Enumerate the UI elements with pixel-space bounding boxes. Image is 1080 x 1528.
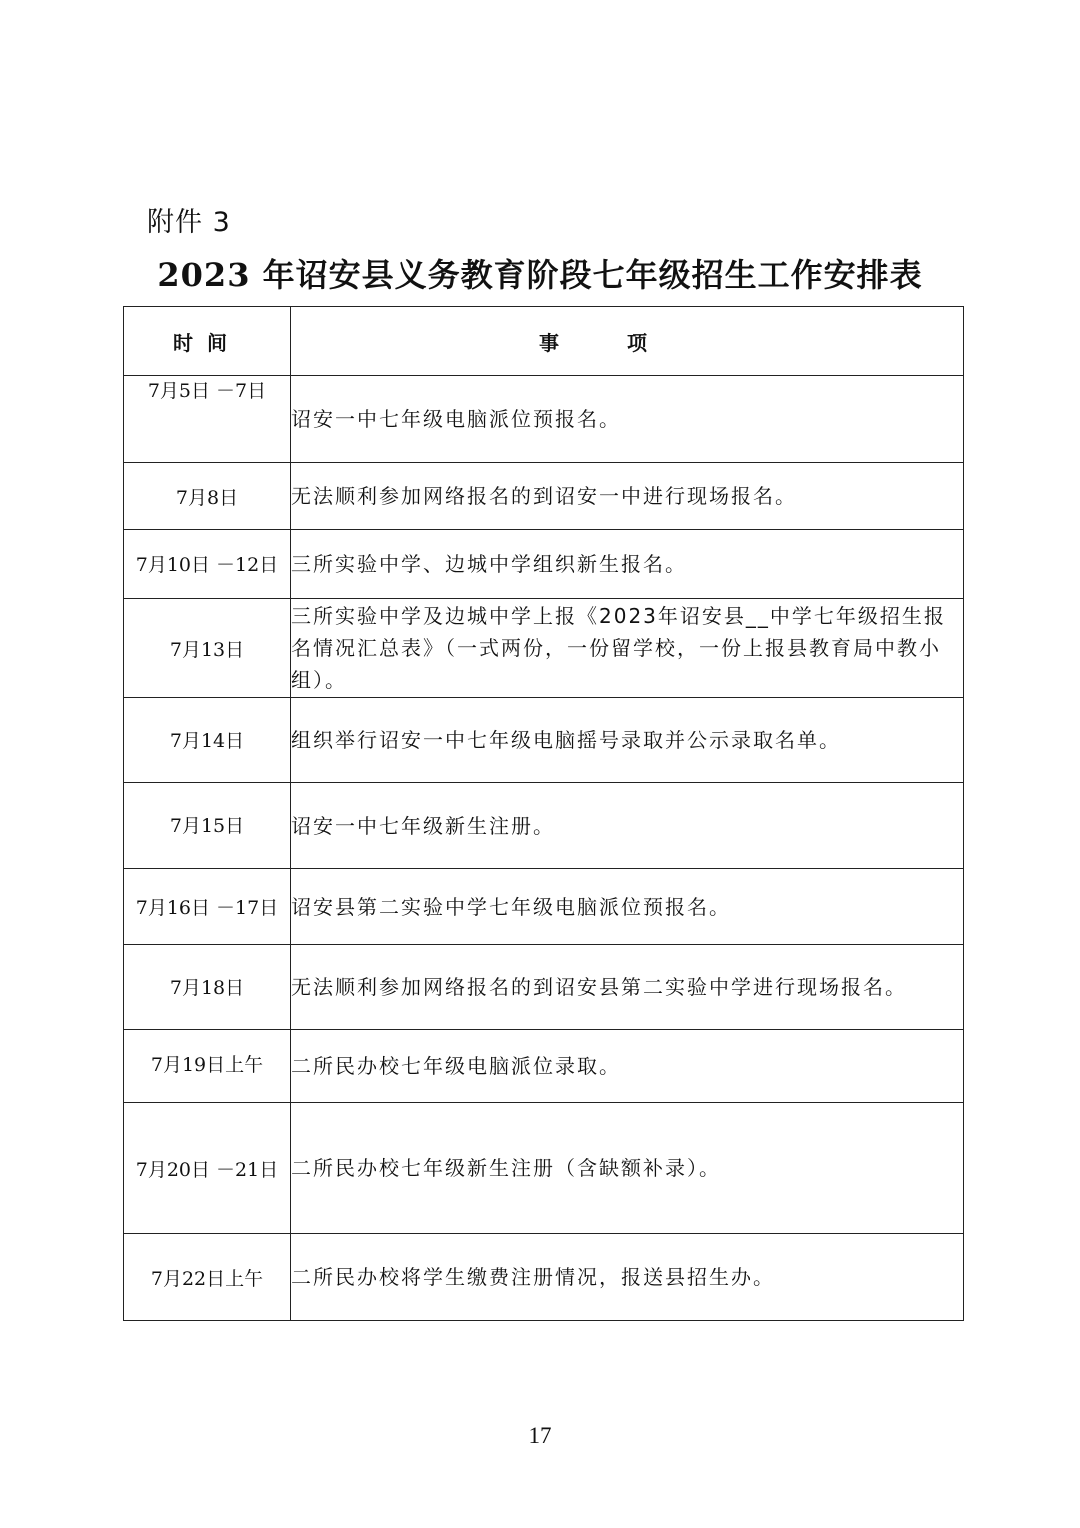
- row-item: 诏安一中七年级电脑派位预报名。: [291, 376, 964, 463]
- table-row: [124, 869, 964, 945]
- row-item: 无法顺利参加网络报名的到诏安县第二实验中学进行现场报名。: [291, 945, 964, 1030]
- row-date: 7月8日: [124, 463, 291, 530]
- row-item: 二所民办校将学生缴费注册情况，报送县招生办。: [291, 1234, 964, 1321]
- row-date: 7月14日: [124, 698, 291, 783]
- row-item: 无法顺利参加网络报名的到诏安一中进行现场报名。: [291, 463, 964, 530]
- table-row: [124, 945, 964, 1030]
- row-date: 7月15日: [124, 783, 291, 869]
- attachment-label: 附件 3: [147, 207, 231, 238]
- row-date: 7月13日: [124, 599, 291, 698]
- document-title: 2023 年诏安县义务教育阶段七年级招生工作安排表: [157, 256, 923, 294]
- row-item: 二所民办校七年级电脑派位录取。: [291, 1030, 964, 1103]
- header-time: 时间: [124, 307, 291, 376]
- table-row: [124, 1030, 964, 1103]
- row-item: 诏安县第二实验中学七年级电脑派位预报名。: [291, 869, 964, 945]
- row-date: 7月20日 －21日: [124, 1103, 291, 1234]
- table-row: [124, 698, 964, 783]
- row-date: 7月22日上午: [124, 1234, 291, 1321]
- table-row: [124, 599, 964, 698]
- table-row: [124, 1103, 964, 1234]
- table-header-row: [124, 307, 964, 376]
- row-item: 三所实验中学及边城中学上报《2023年诏安县__中学七年级招生报名情况汇总表》（一式两份，一份留学校，一份上报县教育局中教小组）。: [291, 599, 964, 698]
- row-item: 三所实验中学、边城中学组织新生报名。: [291, 530, 964, 599]
- row-date: 7月5日 －7日: [124, 376, 291, 463]
- table-row: [124, 1234, 964, 1321]
- table-row: [124, 463, 964, 530]
- row-item: 组织举行诏安一中七年级电脑摇号录取并公示录取名单。: [291, 698, 964, 783]
- row-item: 二所民办校七年级新生注册（含缺额补录）。: [291, 1103, 964, 1234]
- row-date: 7月18日: [124, 945, 291, 1030]
- row-date: 7月19日上午: [124, 1030, 291, 1103]
- table-row: [124, 783, 964, 869]
- row-date: 7月10日 －12日: [124, 530, 291, 599]
- table-row: [124, 530, 964, 599]
- row-date: 7月16日 －17日: [124, 869, 291, 945]
- table-row: [124, 376, 964, 463]
- page-number: 17: [528, 1423, 552, 1448]
- schedule-table: [123, 306, 964, 1321]
- row-item: 诏安一中七年级新生注册。: [291, 783, 964, 869]
- header-item: 事项: [291, 307, 964, 376]
